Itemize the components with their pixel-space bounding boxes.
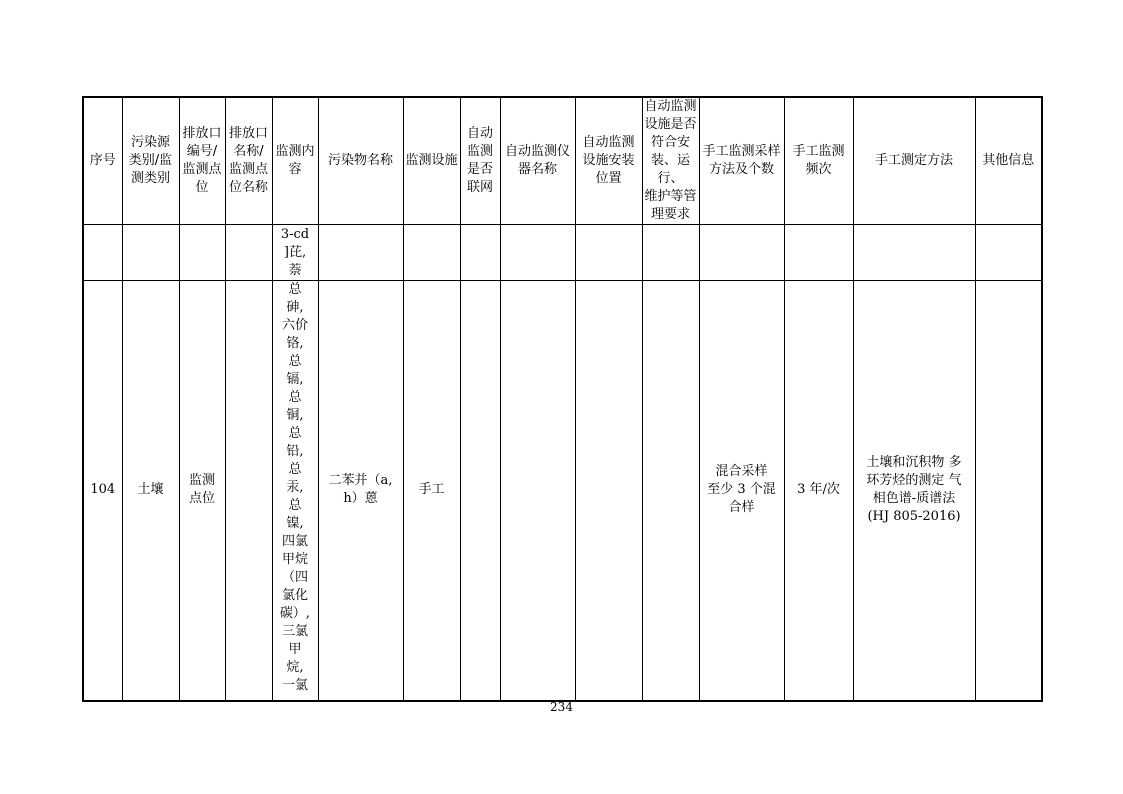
header-manual-test-method: 手工测定方法 [853,97,975,225]
cell-empty [699,225,784,281]
header-manual-method: 手工监测采样 方法及个数 [699,97,784,225]
header-outlet-id: 排放口 编号/ 监测点 位 [179,97,225,225]
cell-empty [403,225,460,281]
cell-empty [122,225,179,281]
cell-serial: 104 [83,281,122,701]
table-row [83,281,1042,701]
cell-monitor-content: 总 砷, 六价 铬, 总 镉, 总 铜, 总 铅, 总 汞, 总 镍, 四氯 甲烷 （四 氯化 碳）, 三氯 甲 烷, 一氯 [272,281,318,701]
cell-manual-method: 混合采样 至少 3 个混 合样 [699,281,784,701]
cell-facility: 手工 [403,281,460,701]
cell-auto-networked [460,281,500,701]
cell-outlet-id: 监测 点位 [179,281,225,701]
cell-manual-frequency: 3 年/次 [784,281,853,701]
header-outlet-name: 排放口 名称/ 监测点 位名称 [225,97,272,225]
header-other-info: 其他信息 [975,97,1042,225]
cell-other-info [975,281,1042,701]
header-pollutant-name: 污染物名称 [318,97,403,225]
header-auto-location: 自动监测 设施安装 位置 [575,97,642,225]
cell-empty [642,225,699,281]
page-number: 234 [550,700,573,714]
cell-empty [83,225,122,281]
cell-pollutant-name: 二苯并（a, h）蒽 [318,281,403,701]
cell-auto-instrument [500,281,575,701]
table-header-row [83,97,1042,225]
monitoring-table [82,96,1043,702]
cell-outlet-name [225,281,272,701]
header-facility: 监测设施 [403,97,460,225]
cell-empty [575,225,642,281]
cell-empty [853,225,975,281]
header-manual-frequency: 手工监测 频次 [784,97,853,225]
header-auto-instrument: 自动监测仪 器名称 [500,97,575,225]
cell-empty [225,225,272,281]
cell-empty [975,225,1042,281]
cell-monitor-content-continued: 3-cd ]芘, 萘 [272,225,318,281]
table-row-continuation [83,225,1042,281]
header-serial: 序号 [83,97,122,225]
cell-manual-test-method: 土壤和沉积物 多 环芳烃的测定 气 相色谱-质谱法 (HJ 805-2016) [853,281,975,701]
cell-auto-compliance [642,281,699,701]
header-auto-networked: 自动 监测 是否 联网 [460,97,500,225]
cell-auto-location [575,281,642,701]
cell-empty [179,225,225,281]
header-auto-compliance: 自动监测 设施是否 符合安 装、运行、 维护等管 理要求 [642,97,699,225]
cell-empty [318,225,403,281]
cell-pollution-type: 土壤 [122,281,179,701]
header-pollution-type: 污染源 类别/监 测类别 [122,97,179,225]
cell-empty [500,225,575,281]
cell-empty [460,225,500,281]
cell-empty [784,225,853,281]
header-monitor-content: 监测内 容 [272,97,318,225]
